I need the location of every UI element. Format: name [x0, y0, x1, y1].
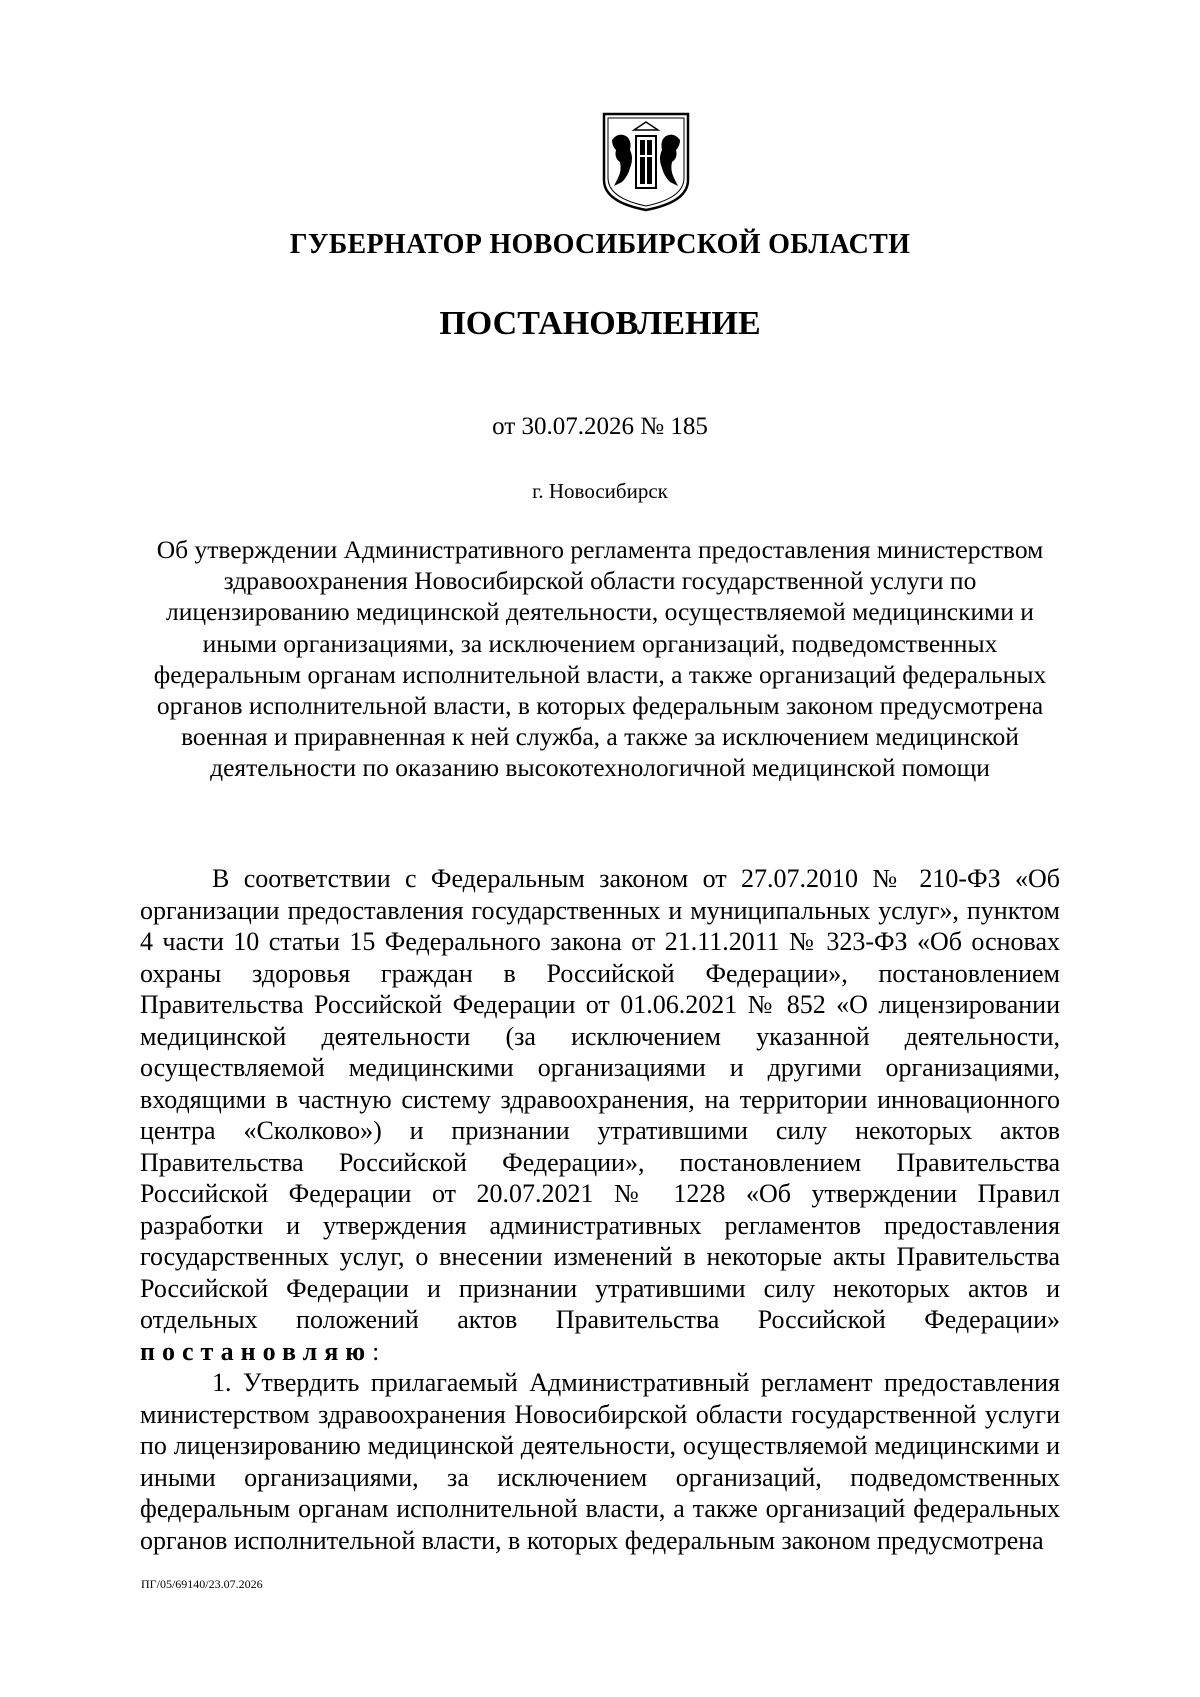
document-body — [140, 863, 1060, 1556]
date-and-number: от 30.07.2026 № 185 — [492, 413, 708, 440]
preamble-paragraph — [140, 863, 1060, 1367]
city-name: г. Новосибирск — [532, 479, 668, 503]
issuer-title: ГУБЕРНАТОР НОВОСИБИРСКОЙ ОБЛАСТИ — [289, 229, 911, 260]
preamble-text: В соответствии с Федеральным законом от 27.07.2010 № 210-ФЗ «Об организации предоставления государственных и муниципальных услуг», пунктом 4 части 10 статьи 15 Федерального закона от 21.11.2011 № 323-ФЗ «Об основах охраны здоровья граждан в Российской Федерации», постановлением Правительства Российской Федерации от 01.06.2021 № 852 «О лицензировании медицинской деятельности (за исключением указанной деятельности, осуществляемой медицинскими организациями и другими организациями, входящими в частную систему здравоохранения, на территории инновационного центра «Сколково») и признании утратившими силу некоторых актов Правительства Российской Федерации», постановлением Правительства Российской Федерации от 20.07.2021 № 1228 «Об утверждении Правил разработки и утверждения административных регламентов предоставления государственных услуг, о внесении изменений в некоторые акты Правительства Российской Федерации и признании утратившими силу некоторых актов и отдельных положений актов Правительства Российской Федерации» — [140, 864, 1060, 1334]
document-type-heading: ПОСТАНОВЛЕНИЕ — [439, 305, 761, 342]
footer-document-code: ПГ/05/69140/23.07.2026 — [141, 1577, 263, 1591]
item-1-paragraph: 1. Утвердить прилагаемый Административный регламент предоставления министерством здравоохранения Новосибирской области государственной услуги по лицензированию медицинской деятельности, осуществляемой медицинскими и иными организациями, за исключением организаций, подведомственных федеральным органам исполнительной власти, а также организаций федеральных органов исполнительной власти, в которых федеральным законом предусмотрена — [140, 1368, 1060, 1555]
resolve-word: постановляю — [140, 1336, 373, 1366]
resolve-punctuation: : — [372, 1336, 380, 1366]
document-subject: Об утверждении Административного регламента предоставления министерством здравоохранения Новосибирской области государственной услуги по лицензированию медицинской деятельности, осуществляемой медицинскими и иными организациями, за исключением организаций, подведомственных федеральным органам исполнительной власти, а также организаций федеральных органов исполнительной власти, в которых федеральным законом предусмотрена военная и приравненная к ней служба, а также за исключением медицинской деятельности по оказанию высокотехнологичной медицинской помощи — [153, 535, 1047, 783]
novosibirsk-coat-of-arms-icon — [600, 110, 692, 212]
